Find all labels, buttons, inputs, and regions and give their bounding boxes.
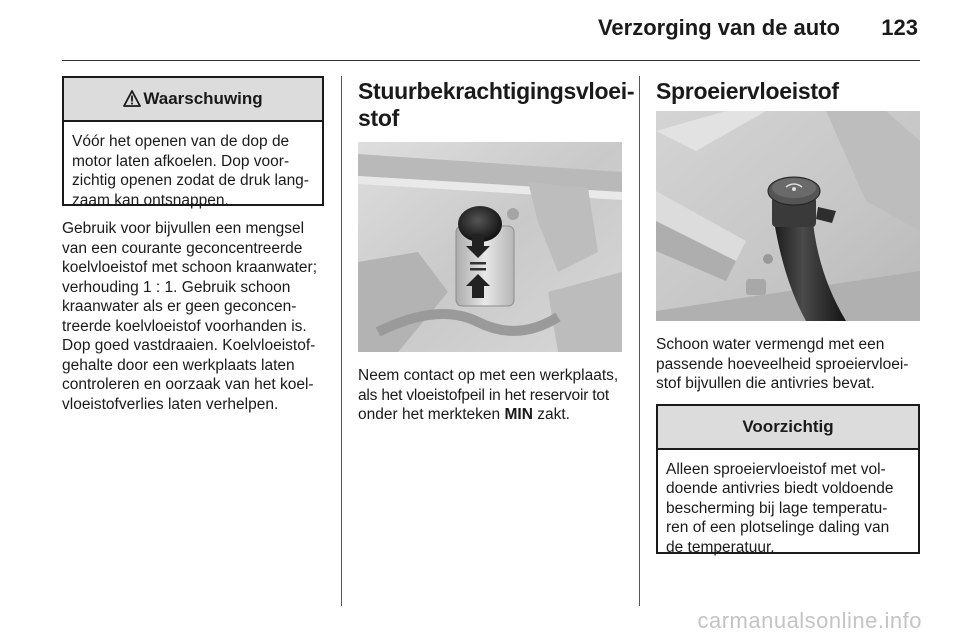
watermark-text: carmanualsonline.info xyxy=(697,608,922,633)
power-steering-reservoir-photo xyxy=(358,142,622,352)
body-line: Schoon water vermengd met een xyxy=(656,336,885,353)
warning-line: motor laten afkoelen. Dop voor- xyxy=(72,152,290,170)
section-title-line: stof xyxy=(358,105,399,131)
section-title-power-steering xyxy=(358,78,635,132)
warning-box-title: Waarschuwing xyxy=(143,89,263,108)
body-line: controleren en oorzaak van het koel- xyxy=(62,376,314,393)
body-text: zakt. xyxy=(532,406,570,423)
warning-line: zichtig openen zodat de druk lang- xyxy=(72,172,309,189)
header-rule xyxy=(62,60,920,61)
warning-triangle-icon xyxy=(123,81,141,123)
column-3 xyxy=(656,76,920,554)
body-line: als het vloeistofpeil in het reservoir tot xyxy=(358,386,609,404)
warning-box-header xyxy=(64,78,322,122)
section-title-washer-fluid: Sproeiervloeistof xyxy=(656,78,839,104)
warning-box xyxy=(62,76,324,209)
body-line: Dop goed vastdraaien. Koelvloeistof- xyxy=(62,337,316,354)
caution-line: de temperatuur. xyxy=(666,538,775,556)
caution-line: bescherming bij lage temperatu- xyxy=(666,499,888,517)
body-line: van een courante geconcentreerde xyxy=(62,239,303,257)
caution-box-body xyxy=(658,450,918,568)
body-line: treerde koelvloeistof voorhanden is. xyxy=(62,317,307,335)
page-header-title: Verzorging van de auto xyxy=(597,15,840,40)
body-line: passende hoeveelheid sproeiervloei- xyxy=(656,355,909,373)
body-line: verhouding 1 : 1. Gebruik schoon xyxy=(62,278,291,296)
body-line: Neem contact op met een werkplaats, xyxy=(358,367,619,384)
body-text: onder het merkteken xyxy=(358,406,505,423)
column-divider-1 xyxy=(341,76,342,606)
body-line: koelvloeistof met schoon kraanwater; xyxy=(62,259,318,276)
column-divider-2 xyxy=(639,76,640,606)
coolant-instructions xyxy=(62,219,324,414)
caution-box-header xyxy=(658,406,918,450)
column-2 xyxy=(358,76,635,425)
caution-line: doende antivries biedt voldoende xyxy=(666,480,894,497)
body-line: gehalte door een werkplaats laten xyxy=(62,356,295,374)
power-steering-instructions xyxy=(358,366,624,425)
body-line xyxy=(358,405,624,425)
warning-box-body xyxy=(64,122,322,220)
body-line: kraanwater als er geen geconcen- xyxy=(62,298,297,315)
washer-fluid-reservoir-photo xyxy=(656,111,920,321)
section-title-line: Stuurbekrachtigingsvloei- xyxy=(358,78,635,104)
caution-line: ren of een plotselinge daling van xyxy=(666,519,890,536)
page-number: 123 xyxy=(881,15,918,40)
caution-box-title: Voorzichtig xyxy=(742,416,834,436)
body-line: vloeistofverlies laten verhelpen. xyxy=(62,395,279,413)
body-line: Gebruik voor bijvullen een mengsel xyxy=(62,220,305,237)
caution-line: Alleen sproeiervloeistof met vol- xyxy=(666,460,886,478)
warning-line: Vóór het openen van de dop de xyxy=(72,133,290,150)
column-1 xyxy=(62,76,324,414)
warning-line: zaam kan ontsnappen. xyxy=(72,191,229,209)
washer-fluid-instructions xyxy=(656,335,920,394)
body-line: stof bijvullen die antivries bevat. xyxy=(656,375,875,392)
min-mark-label: MIN xyxy=(504,406,533,423)
caution-box xyxy=(656,404,920,554)
